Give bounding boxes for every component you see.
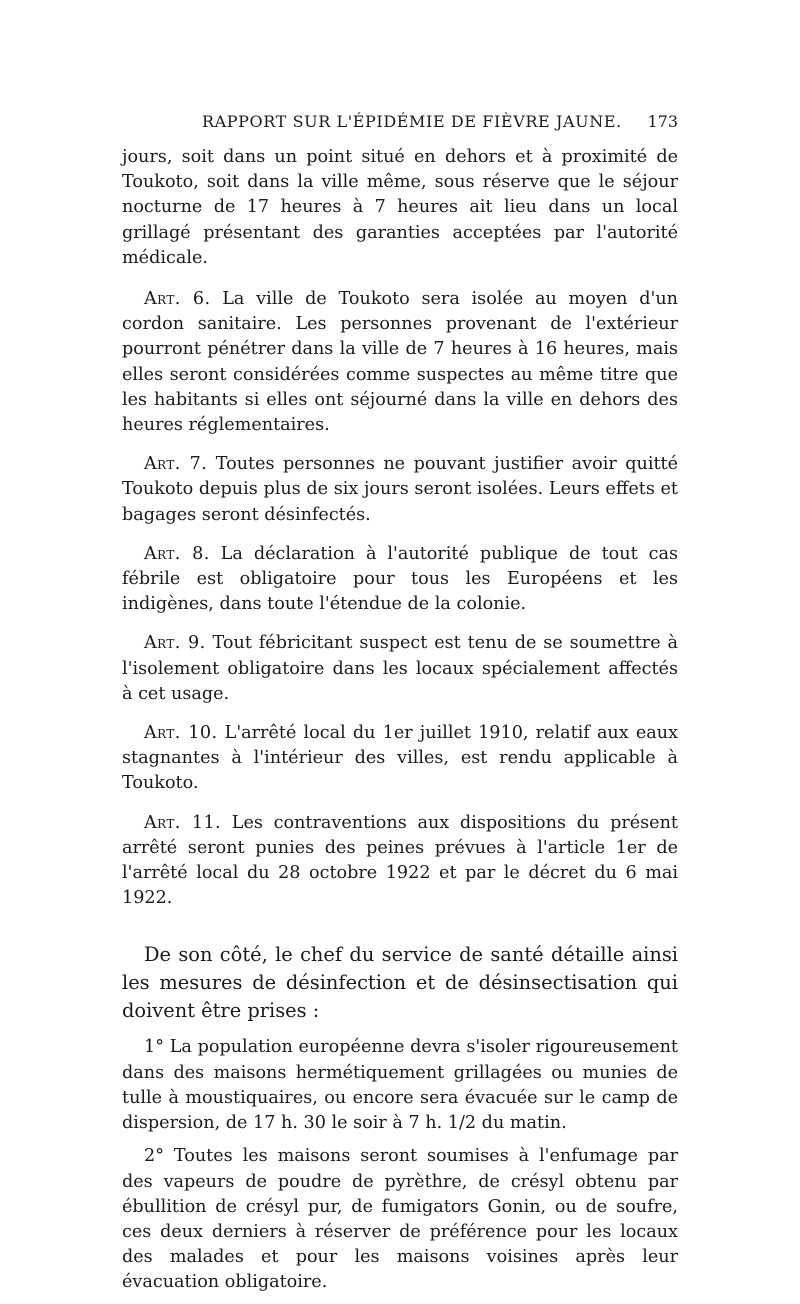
article-text: Tout fébricitant suspect est tenu de se soumettre à l'isolement obligatoire dans les locaux spécialement affectés à cet usage.	[122, 633, 679, 704]
article-7	[122, 452, 678, 528]
intro-paragraph: De son côté, le chef du service de santé détaille ainsi les mesures de désinfection et de désinsectisation qui doivent être prises :	[122, 943, 678, 1023]
article-9	[122, 631, 678, 707]
continuation-paragraph: jours, soit dans un point situé en dehors et à proximité de Toukoto, soit dans la ville même, sous réserve que le séjour nocturne de 17 heures à 7 heures ait lieu dans un local grillagé présentant des garanties acceptées par l'autorité médicale.	[122, 147, 678, 268]
article-text: La déclaration à l'autorité publique de tout cas fébrile est obligatoire pour tous les Européens et les indigènes, dans toute l'étendue de la colonie.	[122, 543, 678, 615]
document-page	[122, 112, 678, 1304]
article-10	[122, 721, 678, 797]
article-label: Art. 7.	[144, 454, 208, 475]
article-text: La ville de Toukoto sera isolée au moyen d'un cordon sanitaire. Les personnes provenant de l'extérieur pourront pénétrer dans la ville de 7 heures à 16 heures, mais elles seront considérées comme suspectes au même titre que les habitants si elles ont séjourné dans la ville en dehors des heures réglementaires.	[122, 289, 679, 436]
article-label: Art. 6.	[144, 289, 211, 310]
article-label: Art. 8.	[144, 543, 210, 564]
article-text: Toutes personnes ne pouvant justifier avoir quitté Toukoto depuis plus de six jours seront isolées. Leurs effets et bagages seront désinfectés.	[122, 454, 679, 525]
measure-item-2: 2° Toutes les maisons seront soumises à l'enfumage par des vapeurs de poudre de pyrèthre, de crésyl obtenu par ébullition de crésyl pur, de fumigators Gonin, ou de soufre, ces deux derniers à réserver de préférence pour les locaux des malades et pour les maisons voisines après leur évacuation obligatoire.	[122, 1146, 678, 1293]
article-text: Les contraventions aux dispositions du présent arrêté seront punies des peines prévues à l'article 1er de l'arrêté local du 28 octobre 1922 et par le décret du 6 mai 1922.	[122, 812, 678, 909]
page-number: 173	[647, 112, 678, 131]
article-text: L'arrêté local du 1er juillet 1910, relatif aux eaux stagnantes à l'intérieur des villes, est rendu applicable à Toukoto.	[122, 723, 679, 794]
running-title: RAPPORT SUR L'ÉPIDÉMIE DE FIÈVRE JAUNE.	[202, 112, 622, 131]
article-8	[122, 542, 678, 618]
article-6	[122, 287, 678, 438]
article-label: Art. 11.	[144, 812, 222, 833]
article-11	[122, 811, 678, 912]
article-label: Art. 9.	[144, 633, 206, 654]
article-label: Art. 10.	[144, 723, 218, 744]
measure-item-1: 1° La population européenne devra s'isoler rigoureusement dans des maisons hermétiquement grillagées ou munies de tulle à moustiquaires, ou encore sera évacuée sur le camp de dispersion, de 17 h. 30 le soir à 7 h. 1/2 du matin.	[122, 1037, 678, 1134]
running-header	[202, 112, 678, 131]
